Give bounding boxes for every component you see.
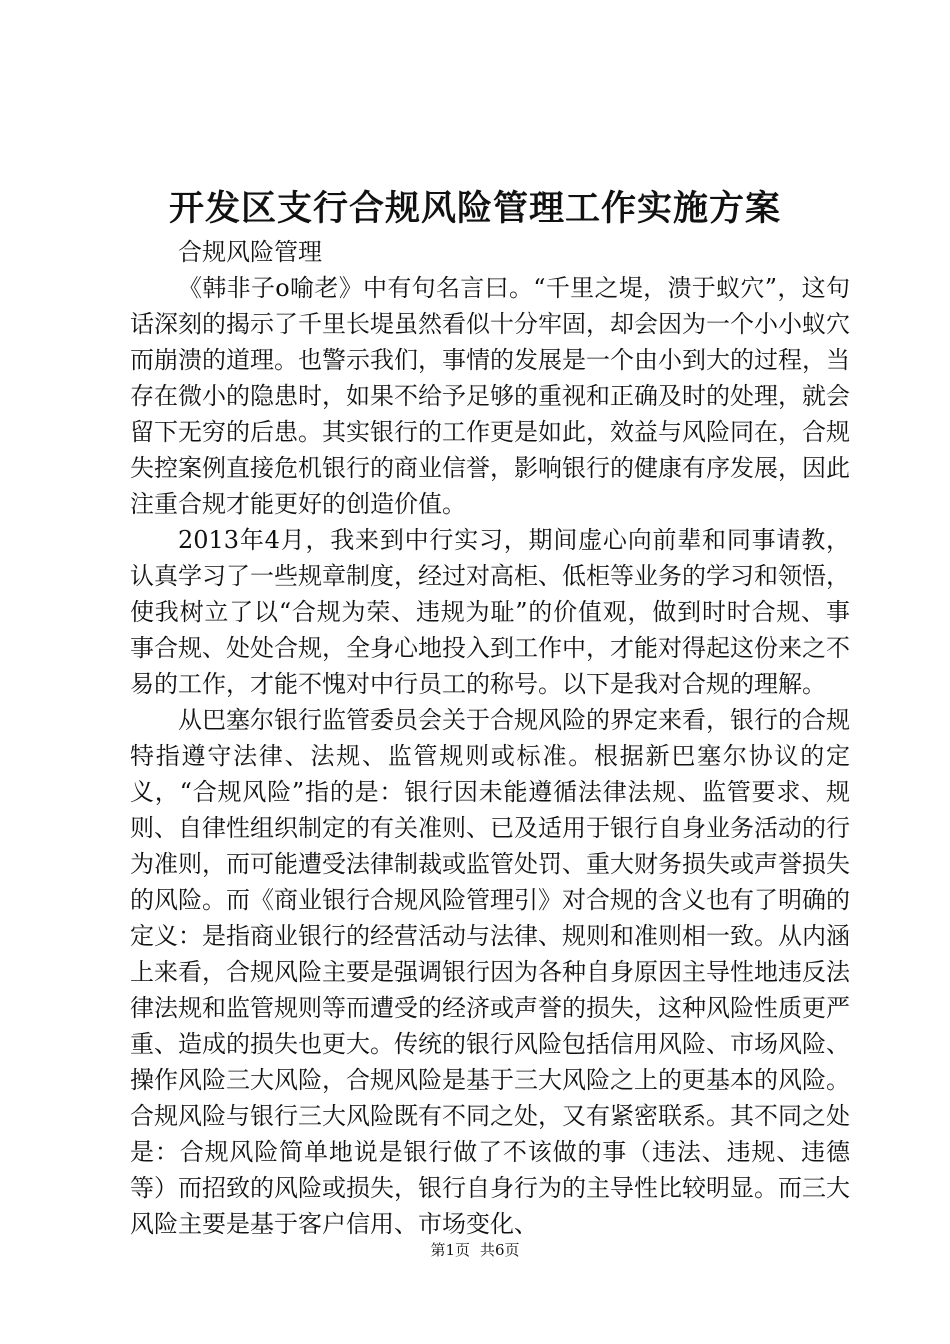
- document-title: 开发区支行合规风险管理工作实施方案: [168, 188, 781, 229]
- paragraph: 《韩非子o喻老》中有句名言曰。“千里之堤，溃于蚁穴”，这句话深刻的揭示了千里长堤虽然看似十分牢固，却会因为一个小小蚁穴而崩溃的道理。也警示我们，事情的发展是一个由小到大的过程，当存在微小的隐患时，如果不给予足够的重视和正确及时的处理，就会留下无穷的后患。其实银行的工作更是如此，效益与风险同在，合规失控案例直接危机银行的商业信誉，影响银行的健康有序发展，因此注重合规才能更好的创造价值。: [130, 274, 850, 518]
- document-body: [130, 234, 850, 1242]
- paragraph: 从巴塞尔银行监管委员会关于合规风险的界定来看，银行的合规特指遵守法律、法规、监管规则或标准。根据新巴塞尔协议的定义，“合规风险”指的是：银行因未能遵循法律法规、监管要求、规则、自律性组织制定的有关准则、已及适用于银行自身业务活动的行为准则，而可能遭受法律制裁或监管处罚、重大财务损失或声誉损失的风险。而《商业银行合规风险管理引》对合规的含义也有了明确的定义：是指商业银行的经营活动与法律、规则和准则相一致。从内涵上来看，合规风险主要是强调银行因为各种自身原因主导性地违反法律法规和监管规则等而遭受的经济或声誉的损失，这种风险性质更严重、造成的损失也更大。传统的银行风险包括信用风险、市场风险、操作风险三大风险，合规风险是基于三大风险之上的更基本的风险。合规风险与银行三大风险既有不同之处，又有紧密联系。其不同之处是：合规风险简单地说是银行做了不该做的事（违法、违规、违德等）而招致的风险或损失，银行自身行为的主导性比较明显。而三大风险主要是基于客户信用、市场变化、: [130, 706, 850, 1238]
- page-footer: [0, 1240, 950, 1260]
- page-number: 第1页: [430, 1241, 470, 1259]
- paragraph: 2013年4月，我来到中行实习，期间虚心向前辈和同事请教，认真学习了一些规章制度，经过对高柜、低柜等业务的学习和领悟，使我树立了以“合规为荣、违规为耻”的价值观，做到时时合规、事事合规、处处合规，全身心地投入到工作中，才能对得起这份来之不易的工作，才能不愧对中行员工的称号。以下是我对合规的理解。: [130, 526, 850, 698]
- page-count: 共6页: [480, 1241, 520, 1259]
- subheading: 合规风险管理: [178, 238, 322, 266]
